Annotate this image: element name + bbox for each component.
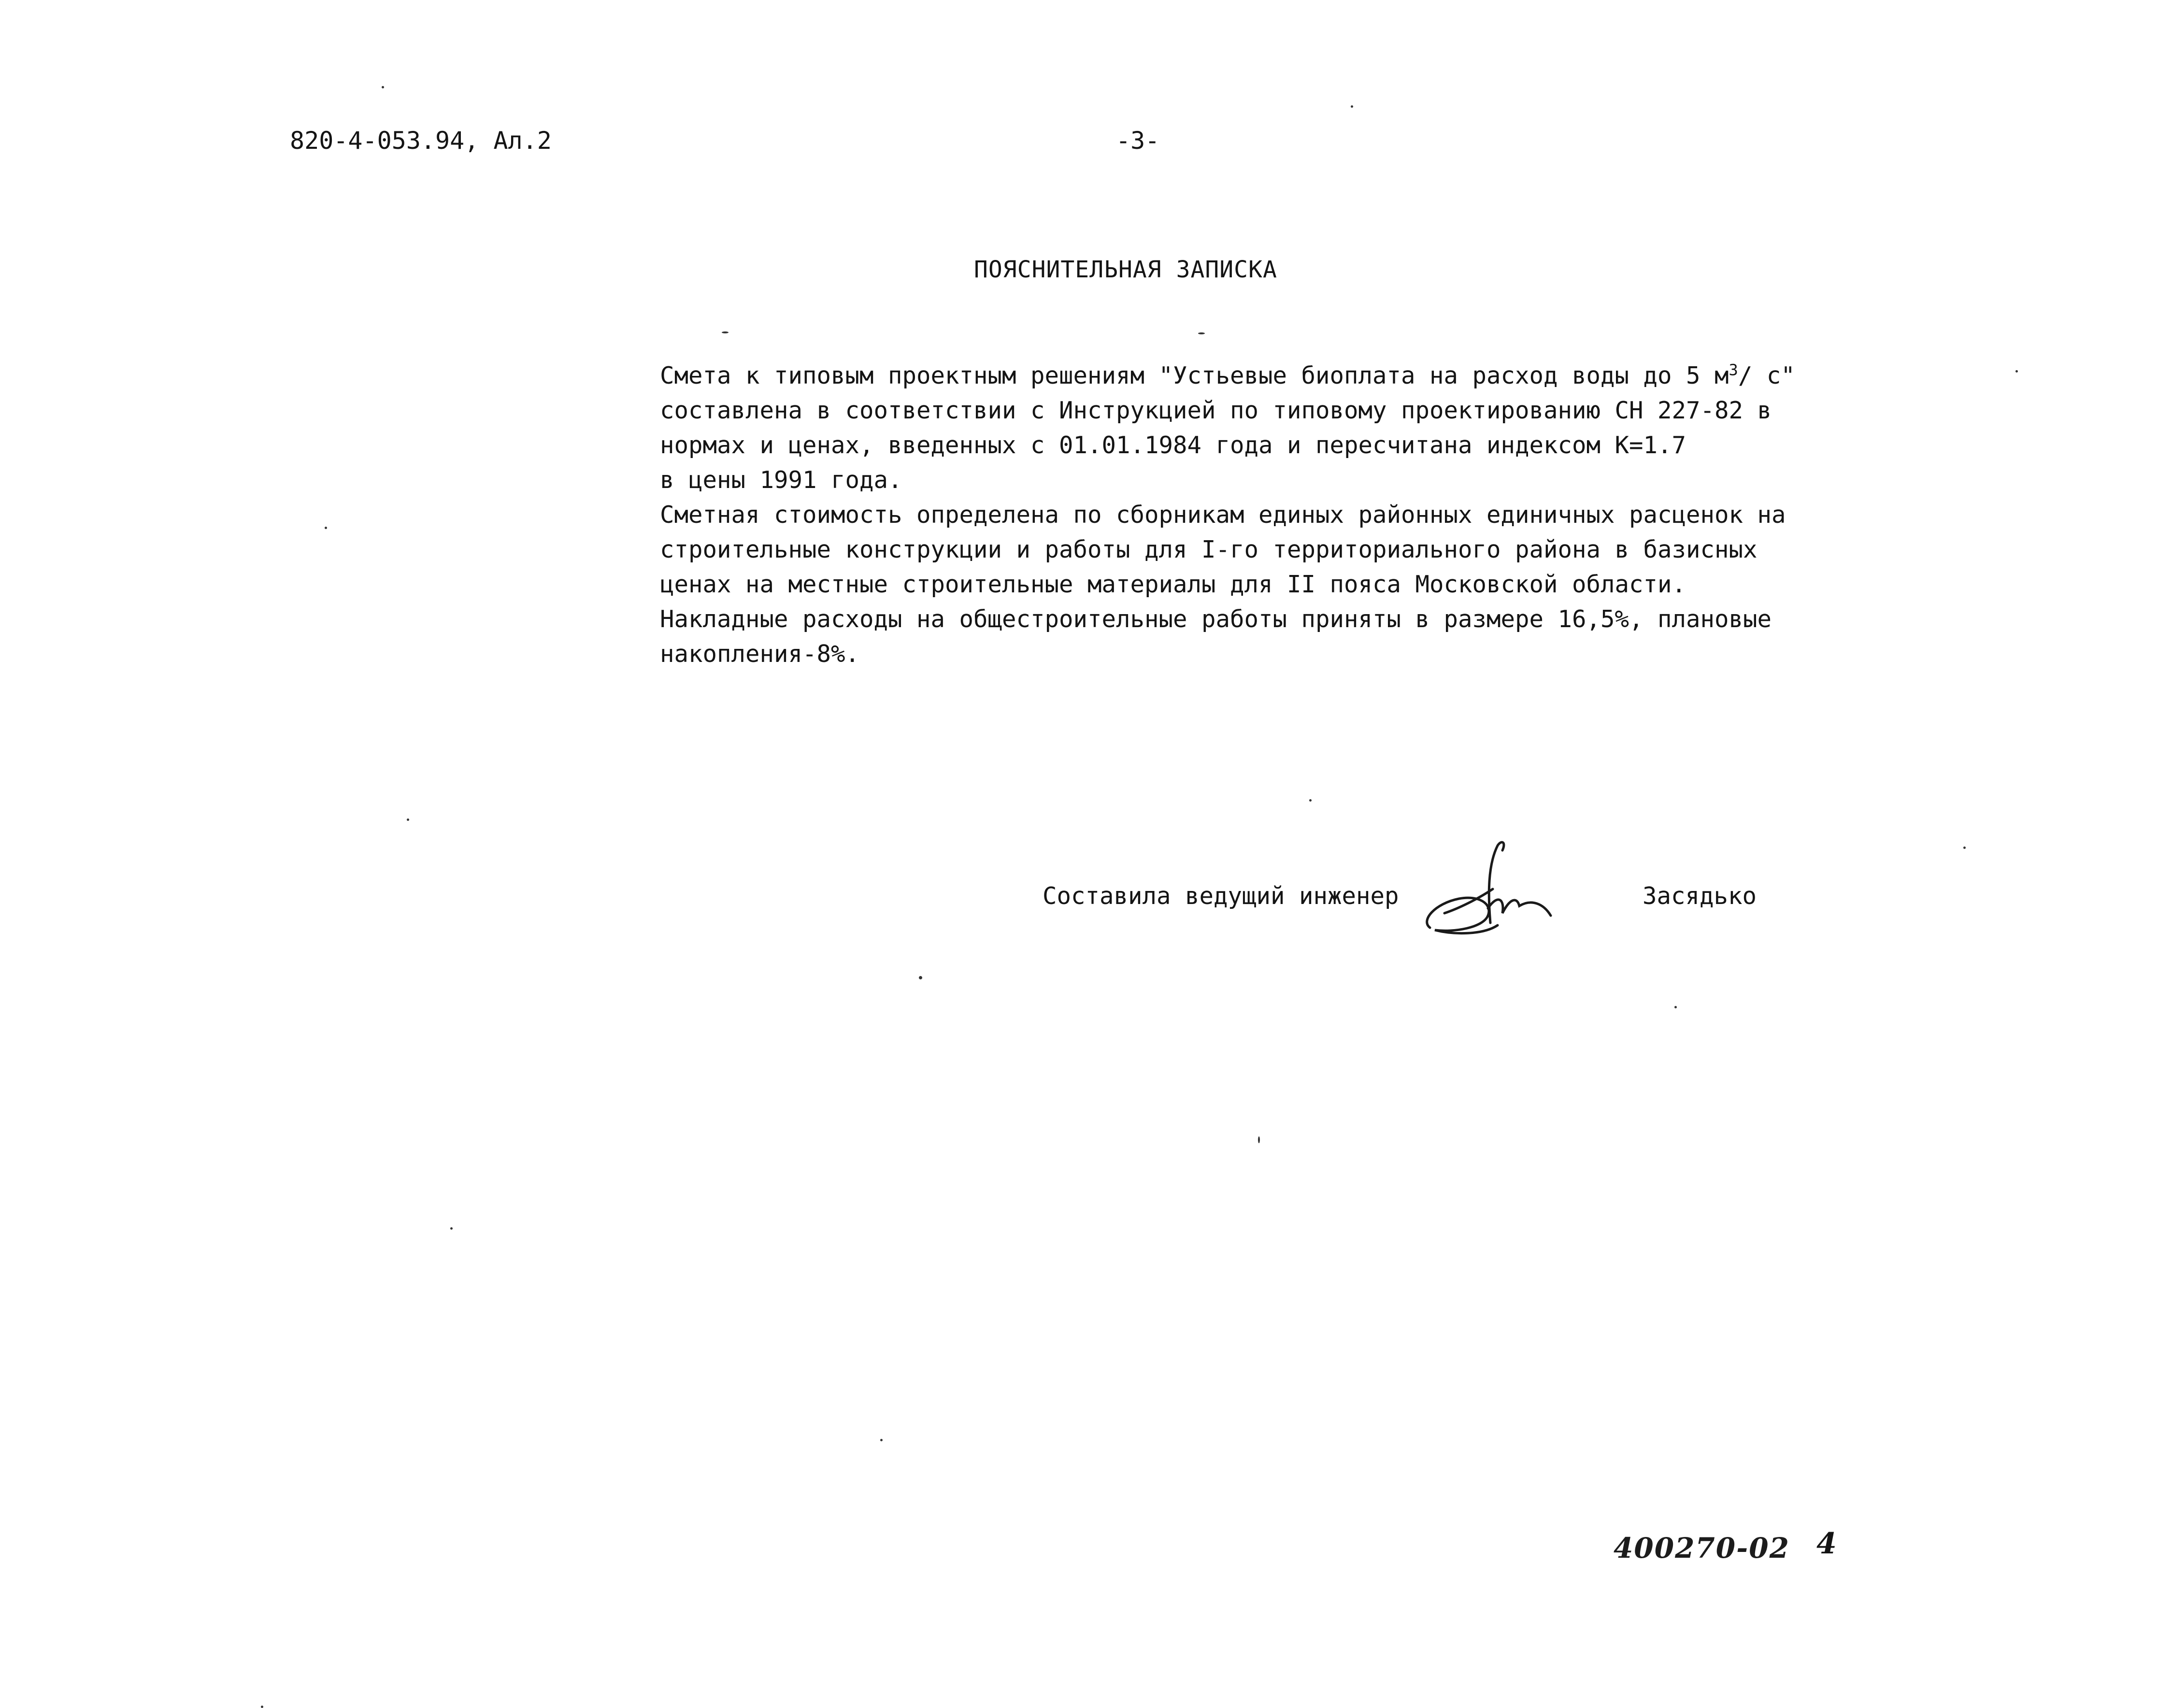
- scan-speck: [2015, 370, 2018, 373]
- scan-speck: [1258, 1136, 1260, 1143]
- handwritten-page-number: 4: [1816, 1527, 1837, 1561]
- scan-speck: [261, 1706, 263, 1708]
- body-line-1: [660, 359, 1795, 393]
- body-line-2: составлена в соответствии с Инструкцией по типовому проектированию СН 227-82 в: [660, 397, 1772, 424]
- document-code: 820-4-053.94, Ал.2: [290, 127, 552, 155]
- page-title: ПОЯСНИТЕЛЬНАЯ ЗАПИСКА: [974, 256, 1277, 283]
- body-line-3: нормах и ценах, введенных с 01.01.1984 года и пересчитана индексом К=1.7: [660, 431, 1686, 459]
- scan-speck: [450, 1227, 453, 1230]
- scan-speck: [1963, 847, 1966, 849]
- scan-speck: [880, 1439, 883, 1441]
- signer-name: Засядько: [1643, 882, 1757, 910]
- cubic-superscript: 3: [1729, 360, 1738, 379]
- body-line-1-text: Смета к типовым проектным решениям "Устьевые биоплата на расход воды до 5 м: [660, 362, 1729, 389]
- signature-label: Составила ведущий инженер: [1043, 882, 1399, 910]
- scan-speck: [919, 976, 922, 979]
- scan-speck: [1309, 799, 1312, 802]
- scan-speck: [325, 527, 327, 529]
- scan-speck: [407, 818, 409, 821]
- handwritten-signature: [1415, 836, 1556, 947]
- scan-speck: [1351, 105, 1353, 108]
- scan-speck: [1674, 1006, 1677, 1008]
- page-number: -3-: [1116, 127, 1160, 155]
- scan-speck: [382, 86, 384, 88]
- explanatory-note-body: [660, 359, 1795, 672]
- body-line-7: ценах на местные строительные материалы для II пояса Московской области.: [660, 571, 1686, 598]
- body-line-8: Накладные расходы на общестроительные работы приняты в размере 16,5%, плановые: [660, 605, 1772, 633]
- body-line-9: накопления-8%.: [660, 640, 860, 668]
- body-line-4: в цены 1991 года.: [660, 466, 902, 494]
- body-line-1-tail: / с": [1738, 362, 1795, 389]
- body-line-6: строительные конструкции и работы для I-го территориального района в базисных: [660, 536, 1758, 563]
- scan-speck: [1198, 332, 1205, 334]
- handwritten-archive-number: 400270-02: [1614, 1532, 1790, 1564]
- body-line-5: Сметная стоимость определена по сборникам единых районных единичных расценок на: [660, 501, 1786, 529]
- scan-speck: [722, 331, 729, 333]
